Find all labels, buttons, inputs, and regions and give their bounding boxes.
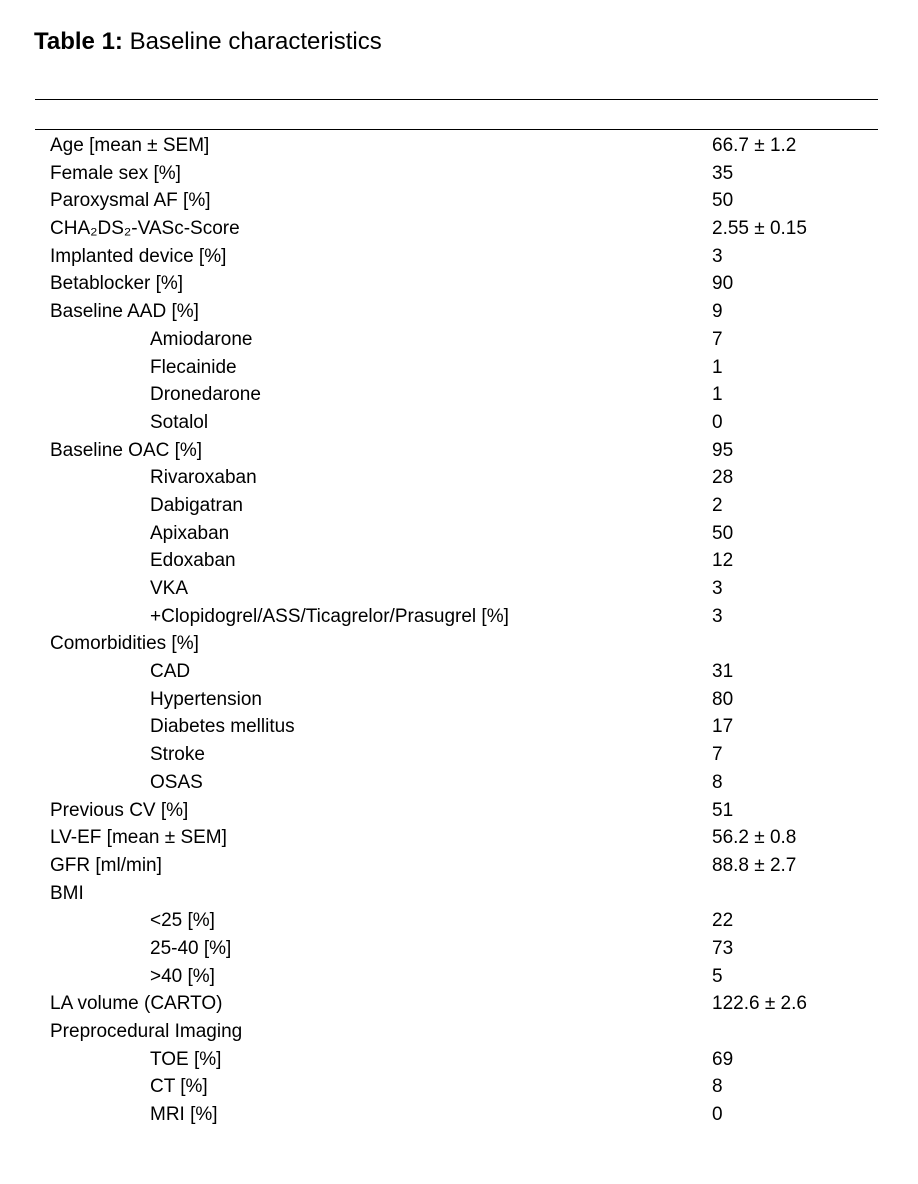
table-row bbox=[0, 492, 918, 520]
row-value: 28 bbox=[712, 467, 734, 489]
row-value: 8 bbox=[712, 1076, 723, 1098]
row-label: Sotalol bbox=[150, 411, 209, 433]
table-row bbox=[0, 464, 918, 492]
row-label: VKA bbox=[150, 578, 189, 599]
row-value: 50 bbox=[712, 190, 734, 212]
row-label: >40 [%] bbox=[150, 965, 215, 987]
table-row bbox=[0, 270, 918, 298]
row-value: 1 bbox=[712, 356, 723, 378]
table-row bbox=[0, 243, 918, 271]
table-top-rule bbox=[35, 99, 878, 100]
row-value: 12 bbox=[712, 550, 734, 572]
row-label: Betablocker [%] bbox=[50, 273, 184, 295]
row-value: 2.55 ± 0.15 bbox=[712, 218, 807, 240]
row-value: 5 bbox=[712, 965, 723, 987]
baseline-table bbox=[0, 132, 918, 1129]
table-row bbox=[0, 880, 918, 908]
row-label: 25-40 [%] bbox=[150, 937, 232, 959]
row-label: Edoxaban bbox=[150, 550, 236, 572]
row-label: Preprocedural Imaging bbox=[50, 1021, 243, 1042]
table-title-text: Baseline characteristics bbox=[122, 28, 382, 55]
table-row bbox=[0, 1101, 918, 1129]
table-row bbox=[0, 741, 918, 769]
row-label: BMI bbox=[50, 882, 84, 904]
row-label: CAD bbox=[150, 661, 191, 683]
row-label: Comorbidities [%] bbox=[50, 633, 199, 655]
row-label: <25 [%] bbox=[150, 910, 215, 932]
table-row bbox=[0, 520, 918, 548]
row-value: 2 bbox=[712, 494, 723, 516]
table-row bbox=[0, 298, 918, 326]
row-label: Rivaroxaban bbox=[150, 467, 257, 489]
row-value: 3 bbox=[712, 605, 723, 627]
row-label: Implanted device [%] bbox=[50, 245, 227, 267]
row-value: 0 bbox=[712, 1104, 723, 1126]
row-value: 80 bbox=[712, 688, 734, 710]
table-row bbox=[0, 824, 918, 852]
table-row bbox=[0, 769, 918, 797]
row-value: 1 bbox=[712, 384, 723, 406]
table-header-rule bbox=[35, 129, 878, 130]
row-label: Age [mean ± SEM] bbox=[50, 135, 210, 156]
row-value: 50 bbox=[712, 522, 734, 544]
table-row bbox=[0, 409, 918, 437]
table-row bbox=[0, 215, 918, 243]
table-row bbox=[0, 935, 918, 963]
row-label: Flecainide bbox=[150, 356, 237, 378]
table-row bbox=[0, 852, 918, 880]
row-value: 8 bbox=[712, 771, 723, 793]
row-value: 122.6 ± 2.6 bbox=[712, 993, 807, 1015]
table-row bbox=[0, 132, 918, 160]
row-label: LA volume (CARTO) bbox=[50, 993, 223, 1015]
row-value: 51 bbox=[712, 799, 734, 821]
row-value: 3 bbox=[712, 578, 723, 599]
row-label: +Clopidogrel/ASS/Ticagrelor/Prasugrel [%] bbox=[150, 605, 509, 627]
row-value: 17 bbox=[712, 716, 734, 738]
table-row bbox=[0, 686, 918, 714]
table-row bbox=[0, 907, 918, 935]
row-value: 95 bbox=[712, 439, 734, 461]
table-row bbox=[0, 187, 918, 215]
row-value: 3 bbox=[712, 245, 723, 267]
row-label: Hypertension bbox=[150, 688, 262, 710]
row-value: 35 bbox=[712, 162, 734, 184]
table-row bbox=[0, 160, 918, 188]
table-row bbox=[0, 437, 918, 465]
table-row bbox=[0, 713, 918, 741]
row-label: Baseline OAC [%] bbox=[50, 439, 203, 461]
row-value: 31 bbox=[712, 661, 734, 683]
table-row bbox=[0, 326, 918, 354]
row-value: 73 bbox=[712, 937, 734, 959]
table-row bbox=[0, 963, 918, 991]
row-label: MRI [%] bbox=[150, 1104, 218, 1126]
row-label: GFR [ml/min] bbox=[50, 854, 162, 876]
row-value: 9 bbox=[712, 301, 723, 323]
table-row bbox=[0, 1073, 918, 1101]
row-value: 22 bbox=[712, 910, 734, 932]
table-row bbox=[0, 547, 918, 575]
table-row bbox=[0, 1046, 918, 1074]
row-value: 90 bbox=[712, 273, 734, 295]
row-label: Stroke bbox=[150, 744, 205, 766]
row-value: 66.7 ± 1.2 bbox=[712, 135, 797, 156]
table-row bbox=[0, 990, 918, 1018]
row-value: 7 bbox=[712, 744, 723, 766]
table-row bbox=[0, 603, 918, 631]
row-label: Paroxysmal AF [%] bbox=[50, 190, 211, 212]
row-label: CT [%] bbox=[150, 1076, 208, 1098]
table-row bbox=[0, 354, 918, 382]
row-label: Baseline AAD [%] bbox=[50, 301, 199, 323]
table-row bbox=[0, 630, 918, 658]
table-row bbox=[0, 575, 918, 603]
row-value: 7 bbox=[712, 328, 723, 350]
table-row bbox=[0, 658, 918, 686]
table-row bbox=[0, 381, 918, 409]
row-value: 88.8 ± 2.7 bbox=[712, 854, 797, 876]
row-value: 0 bbox=[712, 411, 723, 433]
table-row bbox=[0, 797, 918, 825]
table-title bbox=[34, 26, 382, 58]
row-label: Female sex [%] bbox=[50, 162, 181, 184]
row-label: LV-EF [mean ± SEM] bbox=[50, 827, 227, 849]
row-label: CHA₂DS₂-VASc-Score bbox=[50, 218, 240, 240]
row-label: Amiodarone bbox=[150, 328, 253, 350]
row-label: Dabigatran bbox=[150, 494, 243, 516]
row-value: 69 bbox=[712, 1048, 734, 1070]
table-row bbox=[0, 1018, 918, 1046]
row-label: Previous CV [%] bbox=[50, 799, 189, 821]
row-label: Dronedarone bbox=[150, 384, 261, 406]
row-label: Diabetes mellitus bbox=[150, 716, 295, 738]
table-title-number: Table 1: bbox=[34, 28, 123, 55]
row-label: Apixaban bbox=[150, 522, 230, 544]
row-label: OSAS bbox=[150, 771, 203, 793]
row-value: 56.2 ± 0.8 bbox=[712, 827, 797, 849]
row-label: TOE [%] bbox=[150, 1048, 222, 1070]
